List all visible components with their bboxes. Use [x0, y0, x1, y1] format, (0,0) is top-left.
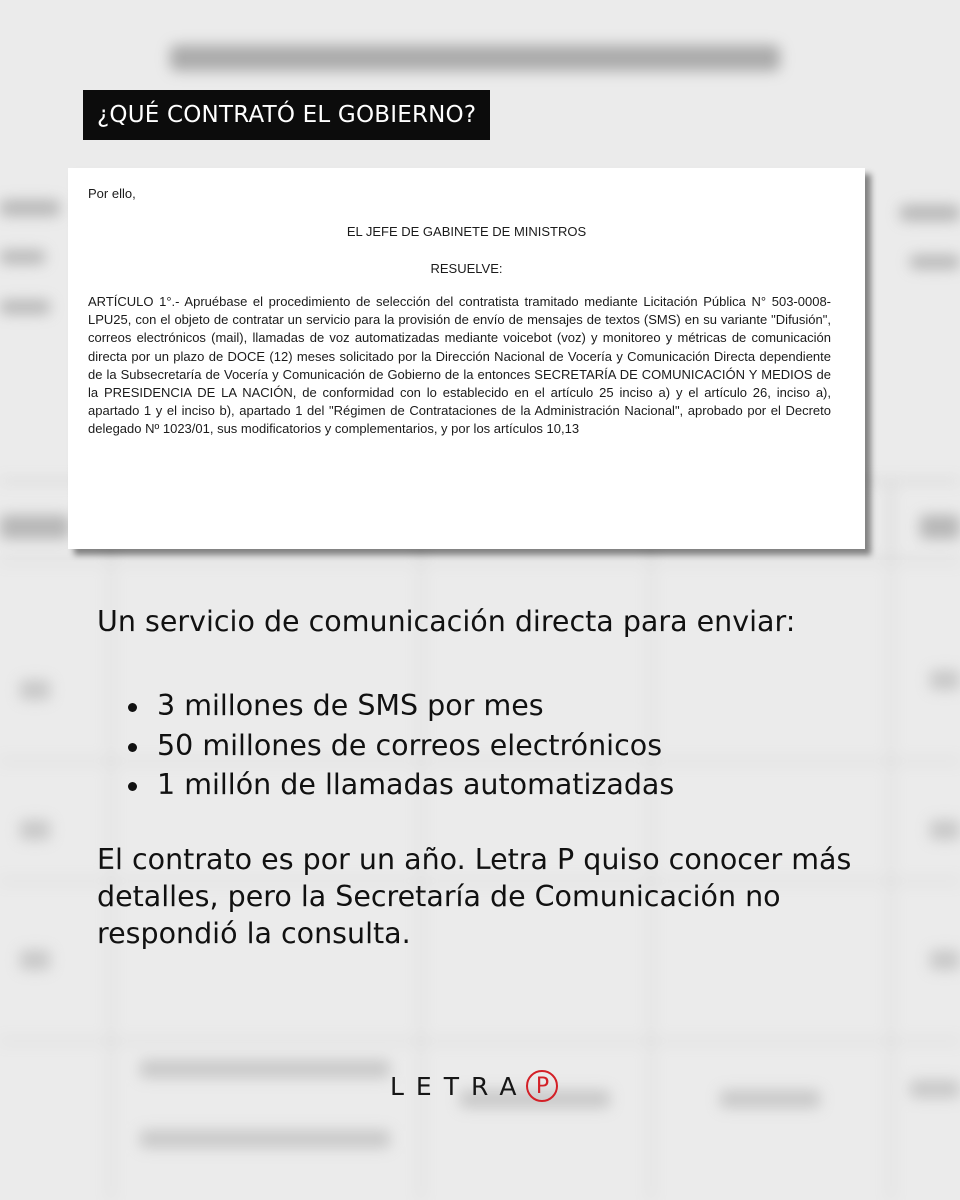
document-greeting: Por ello,: [88, 186, 136, 201]
document-excerpt: [68, 168, 865, 549]
logo-p-circle-icon: P: [526, 1070, 558, 1102]
bullet-list: [97, 686, 897, 805]
document-article: ARTÍCULO 1°.- Apruébase el procedimiento de selección del contratista tramitado mediante Licitación Pública N° 503-0008-LPU25, con el objeto de contratar un servicio para la provisión de envío de mensajes de textos (SMS) en su variante "Difusión", correos electrónicos (mail), llamadas de voz automatizadas mediante voicebot (voz) y monitoreo y métricas de comunicación directa por un plazo de DOCE (12) meses solicitado por la Dirección Nacional de Vocería y Comunicación Directa dependiente de la Subsecretaría de Vocería y Comunicación de Gobierno de la entonces SECRETARÍA DE COMUNICACIÓN Y MEDIOS de la PRESIDENCIA DE LA NACIÓN, de conformidad con lo establecido en el artículo 25 inciso a) y el artículo 26, inciso a), apartado 1 y el inciso b), apartado 1 del "Régimen de Contrataciones de la Administración Nacional", aprobado por el Decreto delegado Nº 1023/01, sus modificatorios y complementarios, y por los artículos 10,13: [88, 294, 831, 437]
intro-text: Un servicio de comunicación directa para enviar:: [97, 605, 796, 638]
body-text: [97, 603, 897, 952]
closing-text: El contrato es por un año. Letra P quiso conocer más detalles, pero la Secretaría de Comunicación no respondió la consulta.: [97, 842, 852, 950]
document-title: EL JEFE DE GABINETE DE MINISTROS: [346, 224, 587, 239]
document-resolves: RESUELVE:: [430, 261, 503, 276]
list-item: 50 millones de correos electrónicos: [157, 726, 897, 766]
list-item: 1 millón de llamadas automatizadas: [157, 765, 897, 805]
headline-banner: ¿QUÉ CONTRATÓ EL GOBIERNO?: [83, 90, 490, 140]
list-item: 3 millones de SMS por mes: [157, 686, 897, 726]
letra-p-logo: [390, 1070, 558, 1102]
logo-wordmark: LETRA: [390, 1071, 529, 1101]
